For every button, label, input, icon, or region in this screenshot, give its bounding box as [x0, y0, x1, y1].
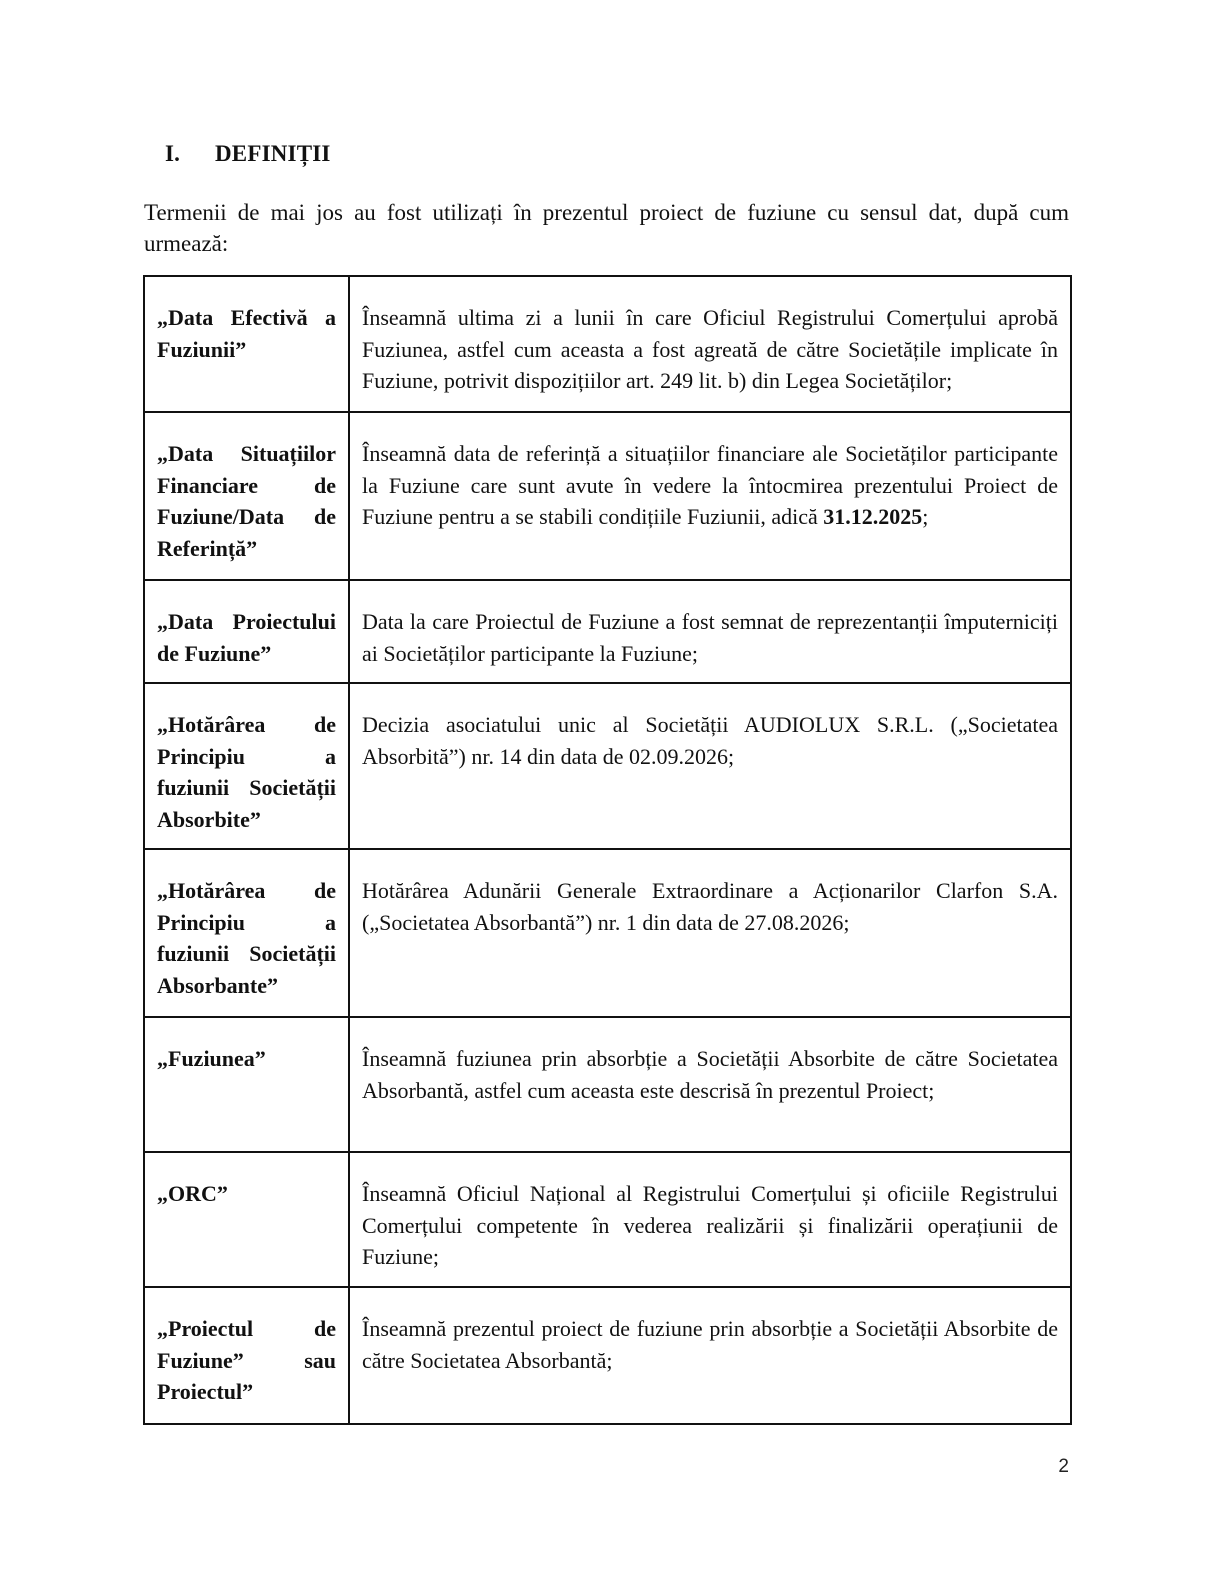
section-heading: [165, 141, 331, 167]
intro-paragraph: Termenii de mai jos au fost utilizați în prezentul proiect de fuziune cu sensul dat, după cum urmează:: [144, 200, 1069, 256]
table-row: [144, 683, 1071, 849]
definition-term: „Proiectul de Fuziune” sau Proiectul”: [144, 1287, 349, 1424]
definition-term: „Data Situațiilor Financiare de Fuziune/Data de Referință”: [144, 412, 349, 580]
definition-term: „ORC”: [144, 1152, 349, 1287]
definition-term: „Fuziunea”: [144, 1017, 349, 1152]
definition-term: „Hotărârea de Principiu a fuziunii Societății Absorbante”: [144, 849, 349, 1017]
table-row: [144, 412, 1071, 580]
definition-term: „Data Efectivă a Fuziunii”: [144, 276, 349, 412]
definition-description: Înseamnă fuziunea prin absorbție a Societății Absorbite de către Societatea Absorbantă, astfel cum aceasta este descrisă în prezentul Proiect;: [349, 1017, 1071, 1152]
section-title: DEFINIȚII: [215, 141, 331, 166]
table-row: [144, 276, 1071, 412]
definition-term: „Hotărârea de Principiu a fuziunii Societății Absorbite”: [144, 683, 349, 849]
definition-description: Înseamnă Oficiul Național al Registrului Comerțului și oficiile Registrului Comerțului competente în vederea realizării și finalizării operațiunii de Fuziune;: [349, 1152, 1071, 1287]
table-row: [144, 849, 1071, 1017]
section-number: I.: [165, 141, 181, 166]
page-number: 2: [1058, 1456, 1069, 1477]
table-row: [144, 1152, 1071, 1287]
table-row: [144, 1287, 1071, 1424]
table-row: [144, 580, 1071, 683]
definition-description: Înseamnă ultima zi a lunii în care Oficiul Registrului Comerțului aprobă Fuziunea, astfel cum aceasta a fost agreată de către Societățile implicate în Fuziune, potrivit dispozițiilor art. 249 lit. b) din Legea Societăților;: [349, 276, 1071, 412]
definition-description: Hotărârea Adunării Generale Extraordinare a Acționarilor Clarfon S.A. („Societatea Absorbantă”) nr. 1 din data de 27.08.2026;: [349, 849, 1071, 1017]
definition-description: Înseamnă prezentul proiect de fuziune prin absorbție a Societății Absorbite de către Societatea Absorbantă;: [349, 1287, 1071, 1424]
definition-term: „Data Proiectului de Fuziune”: [144, 580, 349, 683]
definition-description: Înseamnă data de referință a situațiilor financiare ale Societăților participante la Fuziune care sunt avute în vedere la întocmirea prezentului Proiect de Fuziune pentru a se stabili condițiile Fuziunii, adică 31.12.2025;: [349, 412, 1071, 580]
definition-description: Data la care Proiectul de Fuziune a fost semnat de reprezentanții împuterniciți ai Societăților participante la Fuziune;: [349, 580, 1071, 683]
table-row: [144, 1017, 1071, 1152]
definition-description: Decizia asociatului unic al Societății AUDIOLUX S.R.L. („Societatea Absorbită”) nr. 14 din data de 02.09.2026;: [349, 683, 1071, 849]
definitions-table: [143, 275, 1072, 1425]
